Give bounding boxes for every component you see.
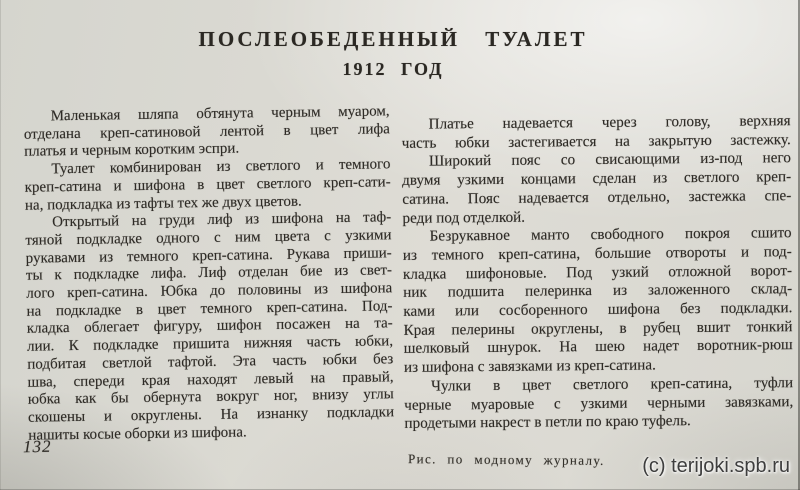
text-line: шва, спереди края находят левый на правый,: [27, 368, 394, 391]
text-line: кладка облегает фигуру, шифон посажен на та-: [26, 315, 393, 338]
text-line: отделана креп-сатиновой лентой в цвет лифа: [23, 121, 390, 143]
text-line: часть юбки застегивается на закрытую застежку.: [401, 130, 791, 152]
text-line: ками или сосборенного шифона без подкладки.: [403, 299, 793, 320]
text-line: Туалет комбинирован из светлого и темного: [51, 156, 391, 178]
text-line: Безрукавное манто свободного покроя сшито: [429, 224, 792, 245]
text-line: двумя узкими концами сделан из светлого креп-: [402, 168, 792, 189]
text-line: сатина. Пояс надевается отдельно, застежка спе-: [402, 186, 792, 208]
text-line: реди под отделкой.: [402, 208, 526, 227]
text-line: креп-сатина и шифона в цвет светлого креп-сати-: [24, 174, 391, 196]
text-line: Платье надевается через голову, верхняя: [428, 112, 791, 133]
text-line: нашиты косые оборки из шифона.: [28, 424, 247, 444]
right-column: [401, 112, 793, 434]
text-line: рукавами из темного креп-сатина. Рукава приши-: [25, 244, 392, 267]
watermark: (c) terijoki.spb.ru: [642, 455, 790, 477]
page-header: [0, 27, 786, 80]
text-line: на, подкладка из тафты тех же двух цветов.: [24, 193, 302, 214]
text-line: из шифона с завязками из креп-сатина.: [403, 356, 657, 377]
text-line: кладка шифоновые. Под узкий отложной ворот-: [402, 261, 793, 283]
text-line: черные муаровые с узкими черными завязками,: [404, 392, 794, 414]
text-line: Маленькая шляпа обтянута черным муаром,: [50, 103, 390, 125]
page-number: 132: [22, 436, 52, 457]
text-line: лии. К подкладке пришита нижняя часть юбки,: [26, 333, 394, 355]
text-line: подбитая светлой тафтой. Эта часть юбки без: [27, 351, 394, 373]
text-line: Открытый на груди лиф из шифона на таф-: [52, 209, 392, 231]
text-line: Чулки в цвет светлого креп-сатина, туфли: [430, 373, 794, 395]
text-line: лого креп-сатина. Юбка до половины из шифона: [26, 280, 393, 302]
text-line: на подкладке в цвет темного креп-сатина. Под-: [26, 298, 393, 320]
text-line: ты к подкладке лифа. Лиф отделан бие из свет-: [25, 262, 393, 285]
figure-caption: Рис. по модному журналу.: [407, 451, 605, 468]
left-column: [24, 103, 395, 445]
text-line: Края пелерины округлены, в рубец вшит тонкий: [403, 317, 793, 339]
text-line: юбка как бы обернута вокруг ног, внизу углы: [27, 386, 394, 408]
text-line: ник подшита пелеринка из заложенного склад-: [403, 280, 793, 302]
text-line: платья и черным коротким эспри.: [24, 140, 240, 161]
text-line: скошены и округлены. На изнанку подкладки: [27, 404, 395, 426]
text-line: шелковый шнурок. На шею надет воротник-рюш: [403, 336, 793, 358]
page-subtitle: 1912 ГОД: [342, 59, 444, 79]
text-line: из темного креп-сатина, большие отвороты и под-: [402, 243, 792, 264]
text-line: продетыми накрест в петли по краю туфель.: [404, 412, 691, 433]
text-line: Широкий пояс со свисающими из-под него: [428, 149, 791, 171]
page-title: ПОСЛЕОБЕДЕННЫЙ ТУАЛЕТ: [198, 27, 588, 51]
text-line: тяной подкладке одного с ним цвета с узкими: [25, 227, 392, 249]
